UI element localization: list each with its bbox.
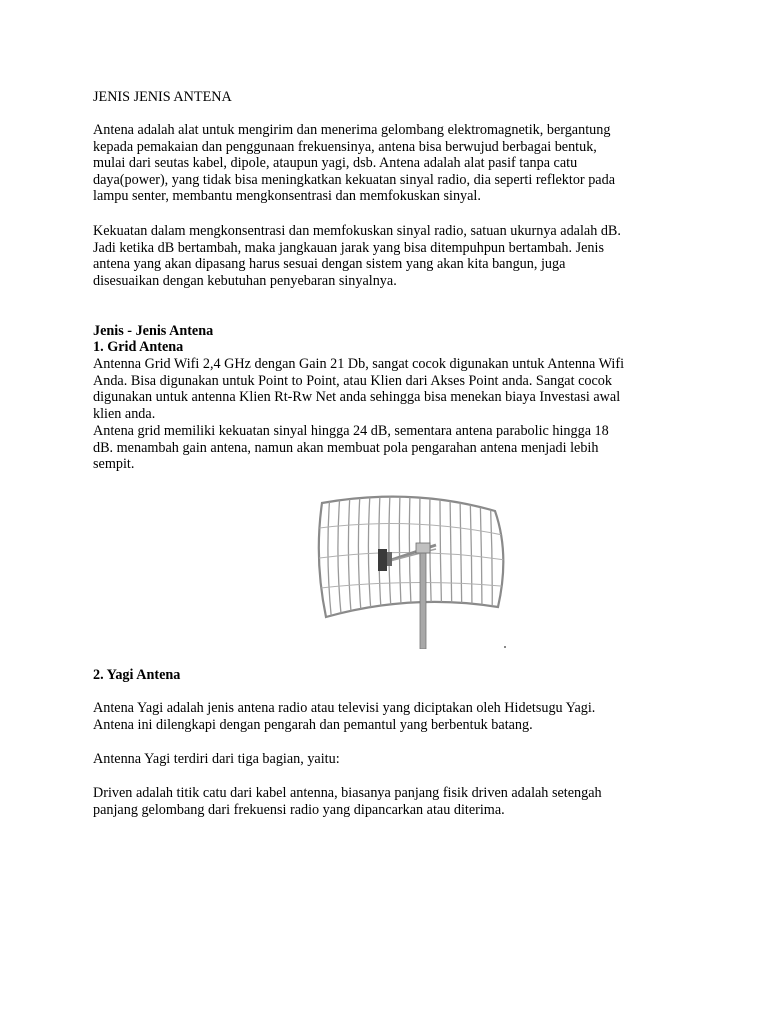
grid-heading-text: 1. Grid Antena — [93, 339, 184, 355]
paragraph-line: panjang gelombang dari frekuensi radio yang dipancarkan atau diterima. — [93, 801, 505, 818]
paragraph-line: Antenna Grid Wifi 2,4 GHz dengan Gain 21 Db, sangat cocok digunakan untuk Antenna Wifi — [93, 356, 625, 372]
intro-paragraph-1 — [93, 122, 693, 205]
paragraph-line: lampu senter, membantu mengkonsentrasi dan memfokuskan sinyal. — [93, 188, 481, 205]
grid-antenna-image — [312, 489, 512, 649]
document-title — [93, 89, 693, 106]
grid-paragraph-1 — [93, 356, 693, 422]
paragraph-line: Antena adalah alat untuk mengirim dan menerima gelombang elektromagnetik, bergantung — [93, 122, 611, 138]
yagi-paragraph-2 — [93, 751, 693, 768]
yagi-heading — [93, 667, 693, 684]
paragraph-line: Anda. Bisa digunakan untuk Point to Point, atau Klien dari Akses Point anda. Sangat cocok — [93, 372, 612, 389]
grid-antenna-drawing — [312, 489, 512, 649]
section-heading-text: Jenis - Jenis Antena — [93, 323, 214, 339]
grid-heading — [93, 339, 693, 356]
grid-paragraph-2 — [93, 423, 693, 473]
paragraph-line: mulai dari seutas kabel, dipole, ataupun yagi, dsb. Antena adalah alat pasif tanpa catu — [93, 155, 578, 172]
intro-paragraph-2 — [93, 223, 693, 289]
paragraph-line: daya(power), yang tidak bisa meningkatkan kekuatan sinyal radio, dia seperti reflektor pada — [93, 171, 615, 188]
paragraph-line: antena yang akan dipasang harus sesuai dengan sistem yang akan kita bangun, juga — [93, 256, 566, 273]
paragraph-line: dB. menambah gain antena, namun akan membuat pola pengarahan antena menjadi lebih — [93, 439, 599, 456]
yagi-heading-text: 2. Yagi Antena — [93, 667, 181, 683]
paragraph-line: digunakan untuk antenna Klien Rt-Rw Net anda sehingga bisa menekan biaya Investasi awal — [93, 389, 621, 406]
paragraph-line: disesuaikan dengan kebutuhan penyebaran sinyalnya. — [93, 272, 397, 289]
paragraph-line: Antena grid memiliki kekuatan sinyal hingga 24 dB, sementara antena parabolic hingga 18 — [93, 423, 609, 439]
yagi-paragraph-3 — [93, 785, 693, 818]
paragraph-line: Antena Yagi adalah jenis antena radio atau televisi yang diciptakan oleh Hidetsugu Yagi. — [93, 700, 596, 716]
title-text: JENIS JENIS ANTENA — [93, 89, 232, 105]
paragraph-line: sempit. — [93, 456, 135, 473]
paragraph-line: kepada pemakaian dan penggunaan frekuensinya, antena bisa berwujud berbagai bentuk, — [93, 138, 597, 155]
paragraph-line: klien anda. — [93, 405, 156, 422]
paragraph-line: Driven adalah titik catu dari kabel antenna, biasanya panjang fisik driven adalah setengah — [93, 785, 602, 801]
paragraph-line: Jadi ketika dB bertambah, maka jangkauan jarak yang bisa ditempuhpun bertambah. Jenis — [93, 239, 604, 256]
paragraph-line: Antena ini dilengkapi dengan pengarah dan pemantul yang berbentuk batang. — [93, 716, 533, 733]
paragraph-line: Kekuatan dalam mengkonsentrasi dan memfokuskan sinyal radio, satuan ukurnya adalah dB. — [93, 223, 621, 239]
section-heading — [93, 323, 693, 340]
yagi-paragraph-1 — [93, 700, 693, 733]
paragraph-line: Antenna Yagi terdiri dari tiga bagian, yaitu: — [93, 751, 340, 767]
